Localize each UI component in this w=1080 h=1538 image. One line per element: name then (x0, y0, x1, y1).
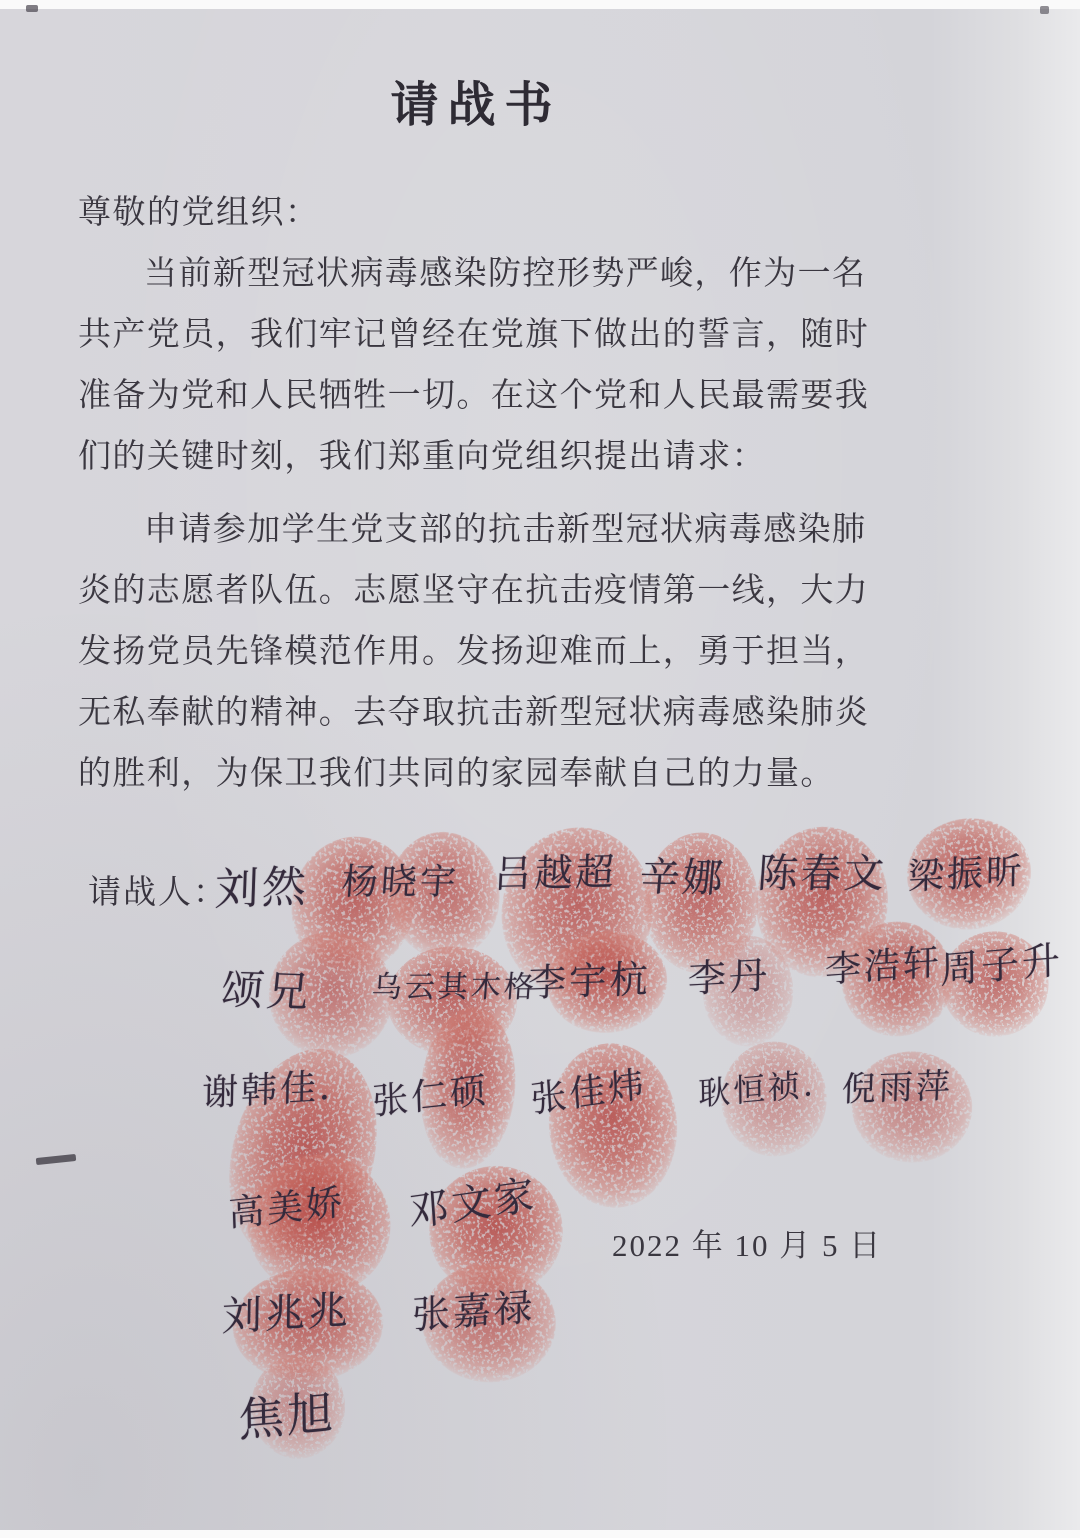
body-line: 们的关键时刻，我们郑重向党组织提出请求： (78, 439, 766, 475)
body-line: 共产党员，我们牢记曾经在党旗下做出的誓言，随时 (78, 317, 870, 353)
body-line: 炎的志愿者队伍。志愿坚守在抗击疫情第一线，大力 (78, 573, 870, 609)
signature-name: 李宇杭 (527, 956, 652, 1006)
signature-name: 邓文家 (407, 1172, 539, 1236)
signature-name: 张佳炜 (529, 1063, 649, 1122)
signature-name: 李丹 (687, 952, 771, 1002)
signature-name: 周子升 (939, 937, 1064, 993)
greeting: 尊敬的党组织： (78, 195, 320, 231)
signature-name: 高美娇 (227, 1181, 346, 1236)
signature-name: 乌云其木格 (370, 970, 538, 1005)
signature-name: 杨晓宇 (340, 862, 461, 903)
body-line: 当前新型冠状病毒感染防控形势严峻，作为一名 (144, 256, 867, 292)
signature-name: 辛娜 (637, 854, 728, 902)
signature-name: 陈春文 (756, 851, 889, 897)
body-line: 准备为党和人民牺牲一切。在这个党和人民最需要我 (78, 378, 870, 414)
signers-label: 请战人： (88, 875, 228, 911)
signature-name: 吕越超 (492, 849, 618, 897)
document-date: 2022 年 10 月 5 日 (612, 1228, 883, 1263)
signature-name: 倪雨萍 (841, 1066, 954, 1110)
body-line: 申请参加学生党支部的抗击新型冠状病毒感染肺 (144, 512, 867, 548)
body-line: 无私奉献的精神。去夺取抗击新型冠状病毒感染肺炎 (78, 695, 870, 731)
signature-name: 谢韩佳. (201, 1066, 334, 1115)
signature-name: 张嘉禄 (412, 1284, 535, 1338)
signature-name: 刘兆兆 (221, 1287, 352, 1341)
body-line: 的胜利，为保卫我们共同的家园奉献自己的力量。 (78, 756, 835, 792)
signature-name: 耿恒祯. (697, 1064, 817, 1114)
document-title: 请战书 (390, 79, 562, 133)
signature-name: 梁振昕 (907, 850, 1026, 899)
signature-name: 刘然 (213, 861, 310, 916)
signature-name: 焦旭 (237, 1384, 337, 1448)
signature-name: 颂兄 (219, 964, 315, 1017)
signature-name: 张仁硕 (371, 1069, 490, 1124)
signature-name: 李浩轩 (825, 941, 942, 992)
body-line: 发扬党员先锋模范作用。发扬迎难而上，勇于担当， (78, 634, 870, 670)
